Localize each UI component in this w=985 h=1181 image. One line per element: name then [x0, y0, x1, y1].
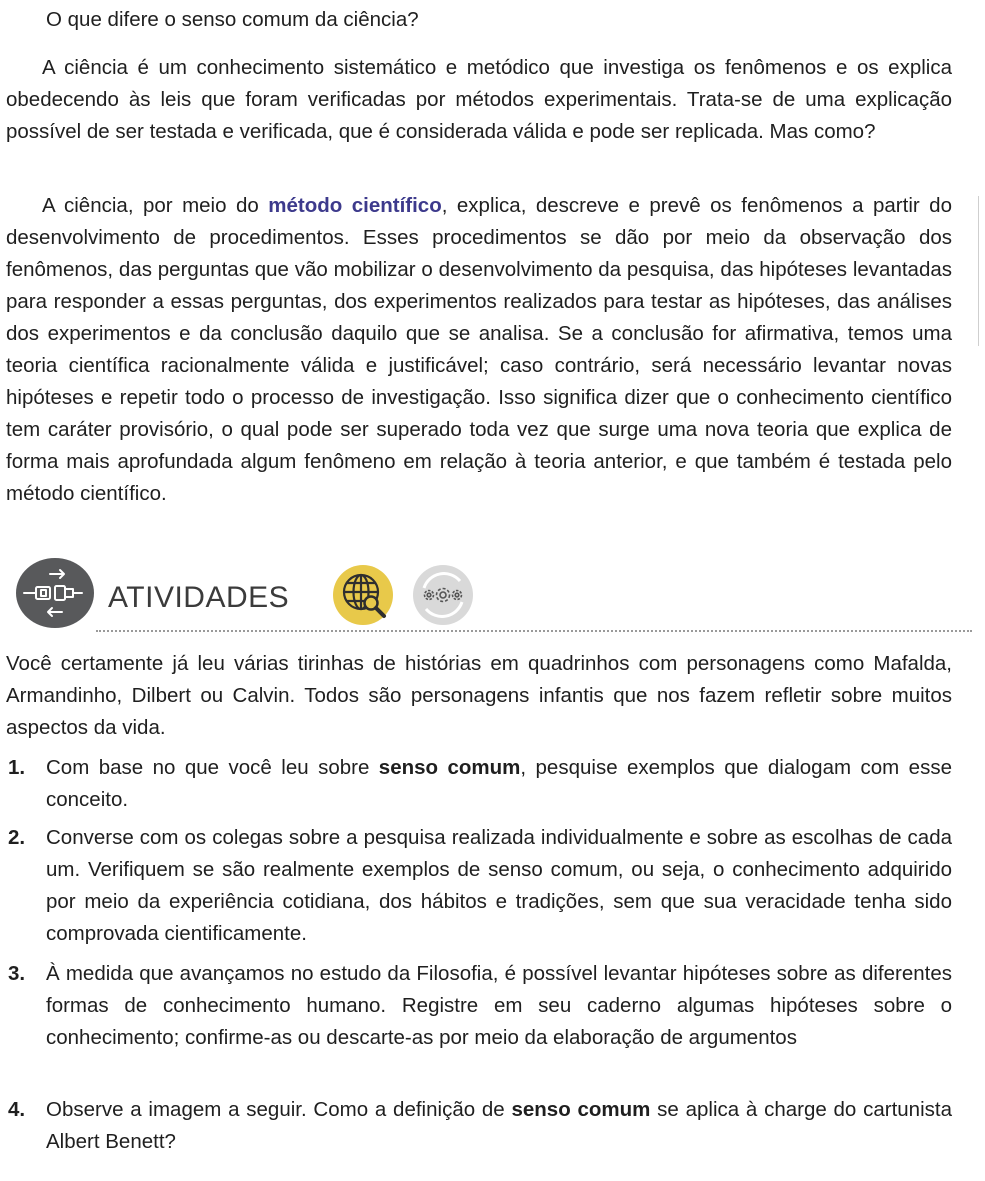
connector-exchange-icon — [16, 558, 94, 628]
term-senso-comum: senso comum — [378, 756, 521, 779]
activity-item-1 — [6, 752, 952, 816]
section-divider — [96, 630, 972, 632]
para2-after: , explica, descreve e prevê os fenômenos a partir do desenvolvimento de procedimentos. Esses procedimentos se dão por meio da observação dos fenômenos, das perguntas que vão mobilizar o desenvolvimento da pesquisa, das hipóteses levantadas para responder a essas perguntas, dos experimentos realizados para testar as hipóteses, das análises dos experimentos e da conclusão daquilo que se analisa. Se a conclusão for afirmativa, temos uma teoria científica racionalmente válida e justificável; caso contrário, será necessário levantar novas hipóteses e repetir todo o processo de investigação. Isso significa dizer que o conhecimento científico tem caráter provisório, o qual pode ser superado toda vez que surge uma nova teoria que explica de forma mais aprofundada algum fenômeno em relação à teoria anterior, e que também é testada pelo método científico. — [6, 194, 952, 505]
term-senso-comum: senso comum — [511, 1098, 651, 1121]
item-number: 3. — [8, 962, 26, 985]
activities-intro: Você certamente já leu várias tirinhas de histórias em quadrinhos com personagens como Mafalda, Armandinho, Dilbert ou Calvin. Todos são personagens infantis que nos fazem refletir sobre muitos aspectos da vida. — [6, 652, 952, 739]
item-4-after: se aplica à charge do cartunista Albert Benett? — [46, 1098, 952, 1153]
term-metodo-cientifico: método científico — [268, 194, 442, 217]
item-number: 2. — [8, 826, 26, 849]
page-edge — [978, 196, 985, 346]
item-1-after: , pesquise exemplos que dialogam com esse conceito. — [46, 756, 952, 811]
item-1-before: Com base no que você leu sobre — [46, 756, 379, 779]
item-2-text: Converse com os colegas sobre a pesquisa realizada individualmente e sobre as escolhas de cada um. Verifiquem se são realmente exemplos de senso comum, ou seja, o conhecimento adquirido por meio da experiência cotidiana, dos hábitos e tradições, sem que sua veracidade tenha sido comprovada cientificamente. — [46, 826, 952, 945]
para2-before: A ciência, por meio do — [42, 194, 269, 217]
activities-header — [16, 554, 956, 634]
paragraph-scientific-method — [6, 190, 952, 510]
activities-title: ATIVIDADES — [108, 581, 290, 614]
item-3-text: À medida que avançamos no estudo da Filosofia, é possível levantar hipóteses sobre as diferentes formas de conhecimento humano. Registre em seu caderno algumas hipóteses sobre o conhecimento; confirme-as ou descarte-as por meio da elaboração de argumentos — [46, 962, 952, 1049]
item-number: 4. — [8, 1098, 26, 1121]
item-4-before: Observe a imagem a seguir. Como a definição de — [46, 1098, 512, 1121]
question-title: O que difere o senso comum da ciência? — [46, 8, 419, 31]
gears-icon — [412, 564, 474, 626]
activity-item-3 — [6, 958, 952, 1054]
paragraph-science-definition: A ciência é um conhecimento sistemático e metódico que investiga os fenômenos e os explica obedecendo às leis que foram verificadas por métodos experimentais. Trata-se de uma explicação possível de ser testada e verificada, que é considerada válida e pode ser replicada. Mas como? — [6, 56, 952, 143]
activity-item-4 — [6, 1094, 952, 1158]
activity-item-2 — [6, 822, 952, 950]
globe-search-icon — [332, 564, 394, 626]
item-number: 1. — [8, 756, 26, 779]
